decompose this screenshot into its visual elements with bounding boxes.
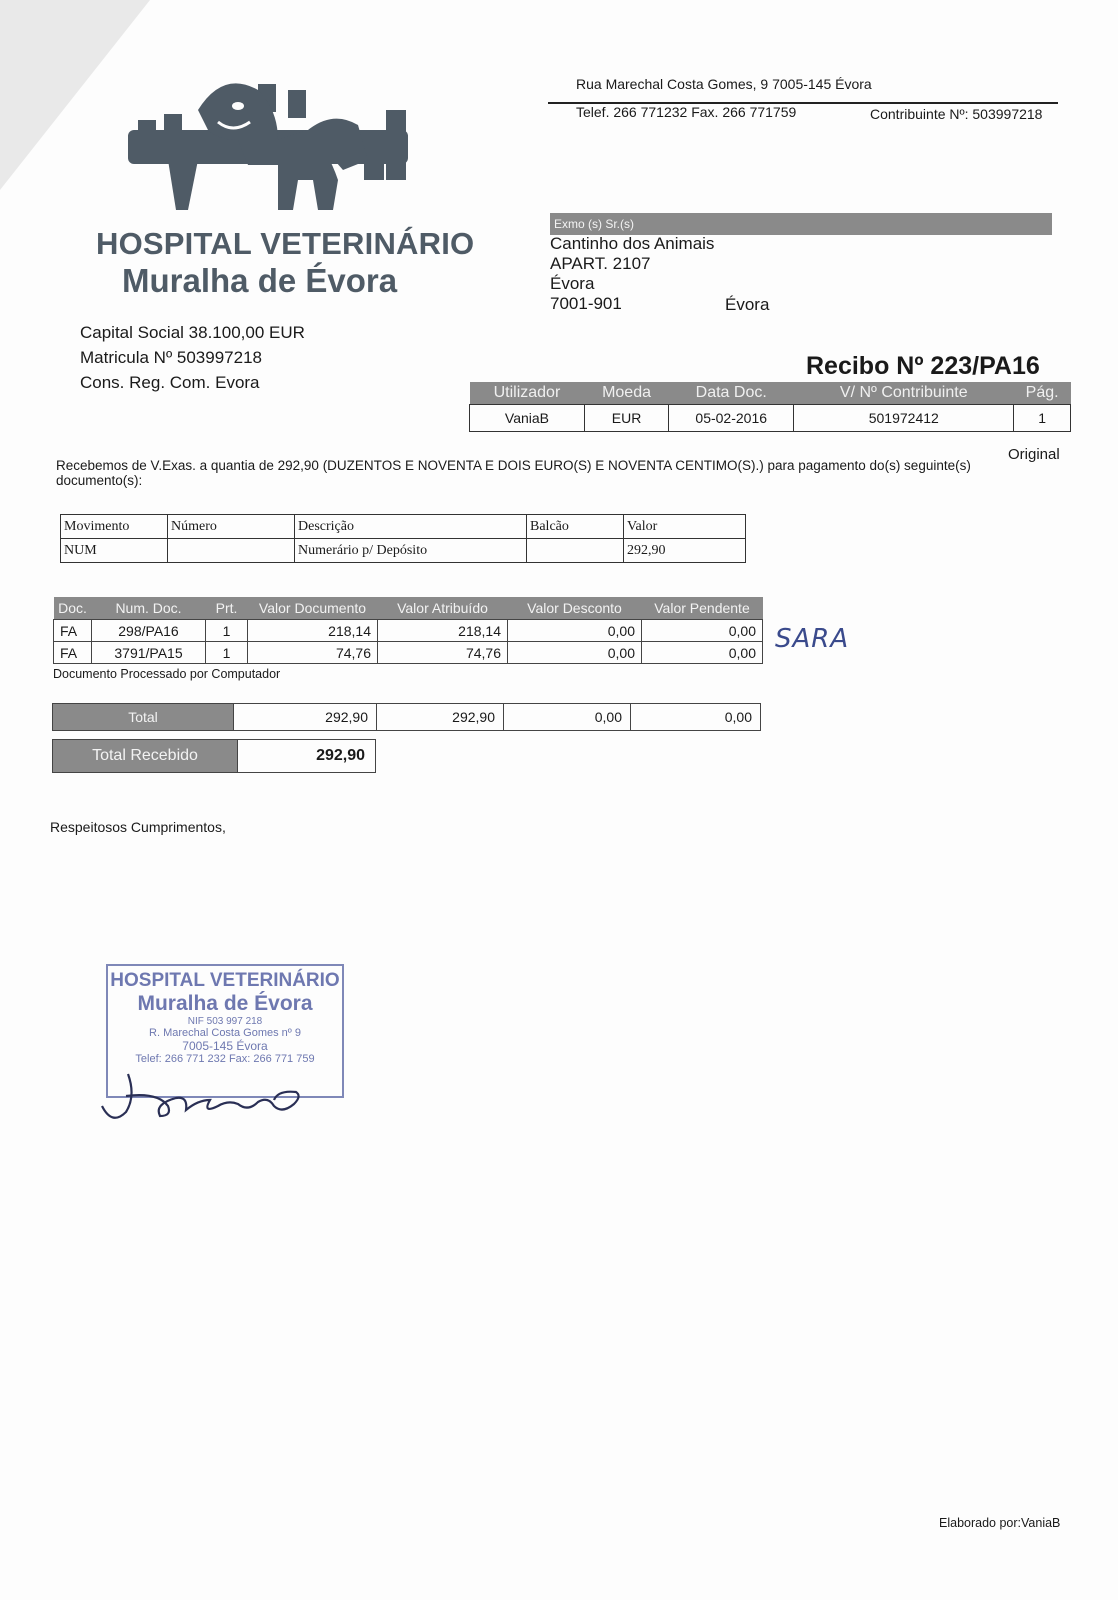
copy-type: Original [1008,446,1060,463]
value-contribuinte: 501972412 [794,405,1014,432]
client-postal: 7001-901 [550,294,622,313]
commercial-registry: Cons. Reg. Com. Evora [80,373,260,392]
client-city: Évora [725,295,770,314]
registration-number: Matricula Nº 503997218 [80,348,262,367]
receipt-title: Recibo Nº 223/PA16 [806,352,1040,380]
mov-header-balcao: Balcão [527,515,624,539]
mov-header-descricao: Descrição [295,515,527,539]
doc-header: Valor Documento [248,597,378,620]
stamp-line2: Muralha de Évora [137,992,313,1015]
doc-cell: FA [54,642,92,664]
doc-header: Num. Doc. [92,597,206,620]
mov-header-movimento: Movimento [61,515,168,539]
stamp-address: R. Marechal Costa Gomes nº 9 [149,1027,301,1039]
mov-cell: 292,90 [624,539,746,563]
value-data-doc: 05-02-2016 [669,405,794,432]
doc-cell: 3791/PA15 [92,642,206,664]
documents-table [53,597,763,664]
doc-header: Doc. [54,597,92,620]
closing-greeting: Respeitosos Cumprimentos, [50,819,226,835]
stamp-city: 7005-145 Évora [182,1039,268,1053]
doc-cell: 218,14 [378,620,508,642]
header-utilizador: Utilizador [470,382,585,405]
company-phone-fax: Telef. 266 771232 Fax. 266 771759 [576,104,797,120]
hospital-logo-icon [128,70,428,220]
doc-cell: 298/PA16 [92,620,206,642]
company-address: Rua Marechal Costa Gomes, 9 7005-145 Évora [576,76,872,92]
table-row [54,620,763,642]
total-valor-desconto: 0,00 [504,704,631,731]
total-valor-atribuido: 292,90 [377,704,504,731]
doc-header: Valor Atribuído [378,597,508,620]
mov-cell: Numerário p/ Depósito [295,539,527,563]
value-pag: 1 [1014,405,1071,432]
doc-cell: 1 [206,620,248,642]
mov-header-valor: Valor [624,515,746,539]
doc-cell: 218,14 [248,620,378,642]
total-received-table [52,739,376,773]
table-row [54,642,763,664]
total-valor-pendente: 0,00 [631,704,761,731]
signature-icon [98,1066,308,1126]
client-address [550,234,714,314]
capital-social: Capital Social 38.100,00 EUR [80,323,305,342]
header-moeda: Moeda [584,382,668,405]
mov-header-numero: Número [168,515,295,539]
stamp-nif: NIF 503 997 218 [187,1016,263,1027]
total-received-value: 292,90 [238,740,376,773]
doc-cell: 0,00 [508,642,642,664]
value-moeda: EUR [584,405,668,432]
doc-header: Prt. [206,597,248,620]
company-nif: Contribuinte Nº: 503997218 [870,106,1043,122]
company-name: HOSPITAL VETERINÁRIO [96,226,475,261]
mov-cell [527,539,624,563]
total-valor-documento: 292,90 [234,704,377,731]
totals-label: Total [53,704,234,731]
totals-table [52,703,761,731]
movements-table [60,514,746,563]
mov-cell [168,539,295,563]
client-line3: Évora [550,274,595,293]
header-contribuinte: V/ Nº Contribuinte [794,382,1014,405]
receipt-header-table [469,382,1071,432]
received-text: Recebemos de V.Exas. a quantia de 292,90 (DUZENTOS E NOVENTA E DOIS EURO(S) E NOVENTA CENTIMO(S).) para pagamento do(s) seguinte(s) documento(s): [56,458,971,488]
header-pag: Pág. [1014,382,1071,405]
stamp-line1: HOSPITAL VETERINÁRIO [110,970,340,991]
company-info [80,320,305,395]
doc-header: Valor Desconto [508,597,642,620]
total-received-label: Total Recebido [53,740,238,773]
client-header: Exmo (s) Sr.(s) [550,213,1052,235]
stamp-phone: Telef: 266 771 232 Fax: 266 771 759 [135,1053,315,1065]
mov-cell: NUM [61,539,168,563]
doc-header: Valor Pendente [642,597,763,620]
doc-cell: 1 [206,642,248,664]
processed-note: Documento Processado por Computador [53,667,281,681]
table-row [61,539,746,563]
value-utilizador: VaniaB [470,405,585,432]
header-data-doc: Data Doc. [669,382,794,405]
doc-cell: 0,00 [508,620,642,642]
doc-cell: 0,00 [642,642,763,664]
client-line2: APART. 2107 [550,254,651,273]
doc-cell: 74,76 [378,642,508,664]
doc-cell: 0,00 [642,620,763,642]
doc-cell: FA [54,620,92,642]
client-name: Cantinho dos Animais [550,234,715,253]
doc-cell: 74,76 [248,642,378,664]
prepared-by: Elaborado por:VaniaB [939,1516,1061,1530]
handwritten-note: SARA [775,624,850,654]
company-subname: Muralha de Évora [122,262,398,299]
